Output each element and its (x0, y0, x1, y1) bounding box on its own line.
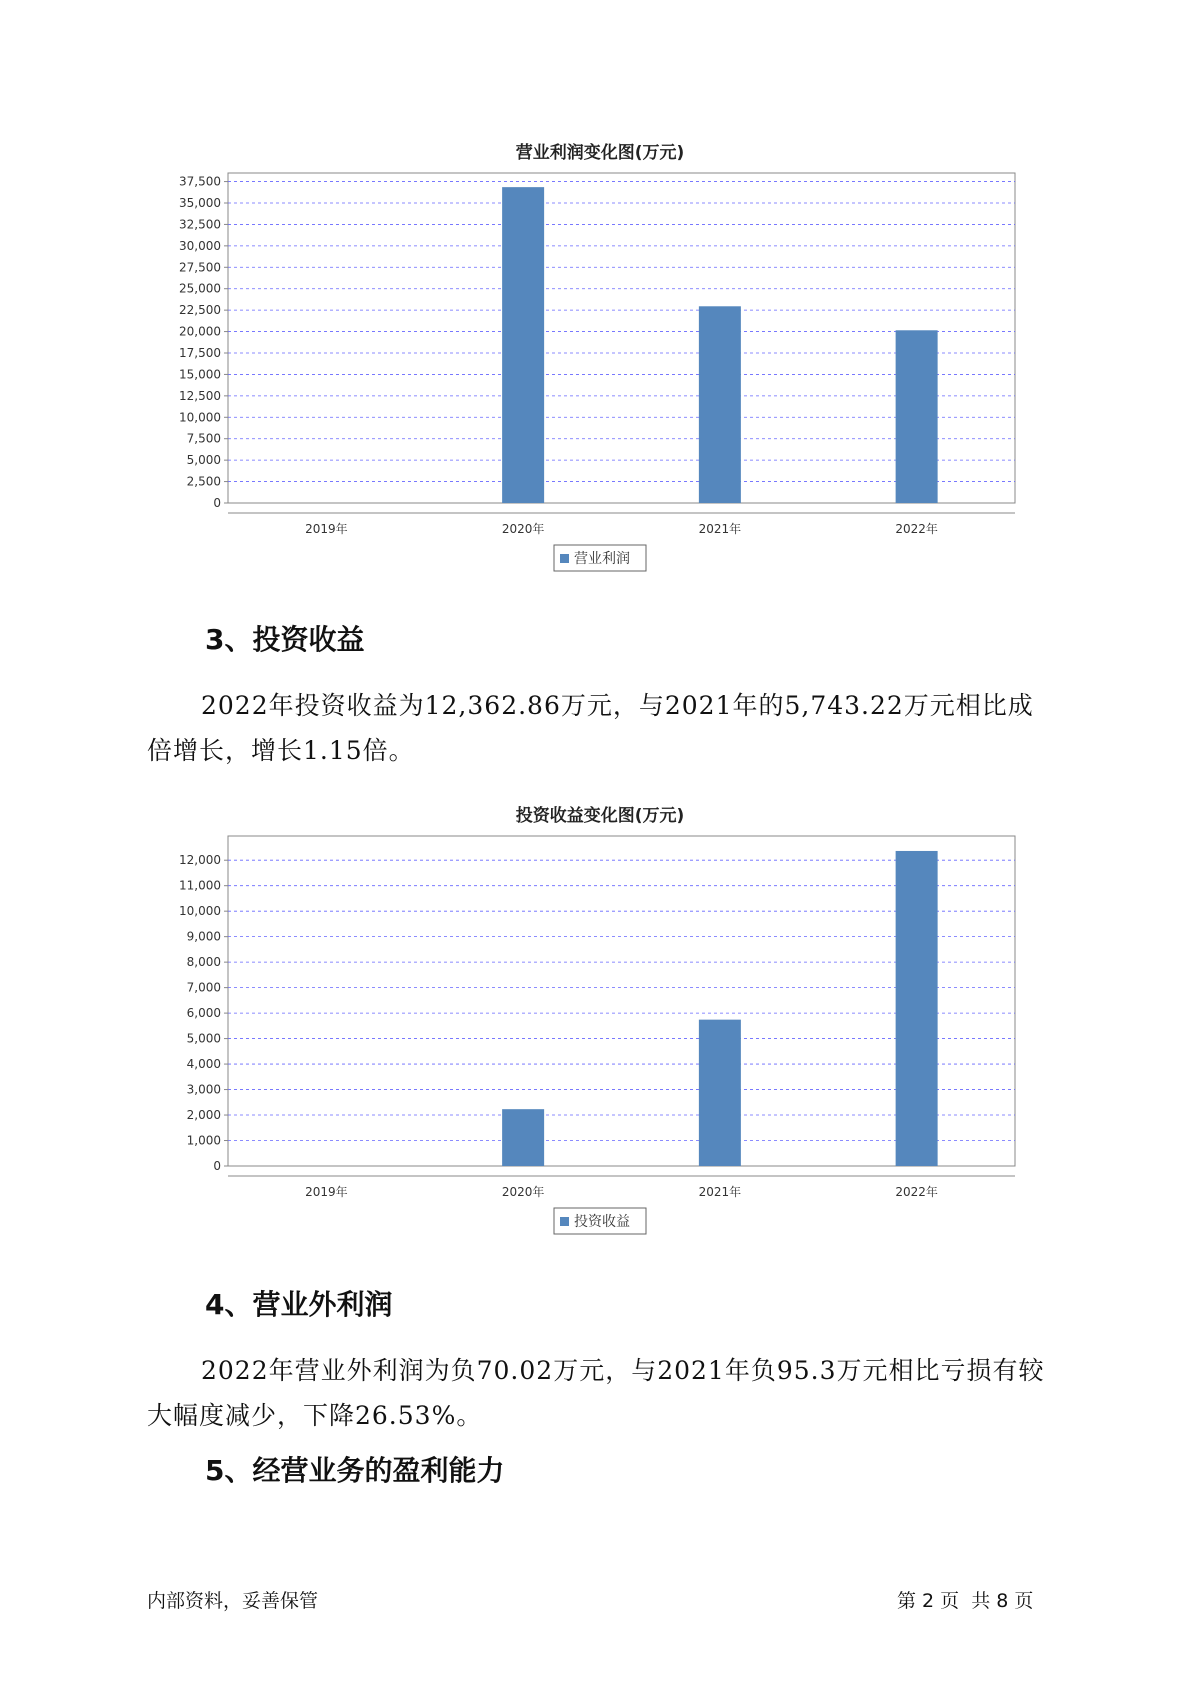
y-tick-label: 11,000 (179, 878, 221, 893)
y-tick-label: 37,500 (179, 174, 221, 189)
legend-label: 投资收益 (574, 1214, 630, 1230)
y-tick-label: 25,000 (179, 281, 221, 296)
y-tick-label: 0 (213, 496, 221, 510)
legend-swatch (560, 554, 569, 563)
section-3-paragraph: 2022年投资收益为12,362.86万元，与2021年的5,743.22万元相比成倍增长，增长1.15倍。 (147, 691, 1034, 765)
y-tick-label: 9,000 (186, 929, 221, 944)
y-tick-label: 3,000 (186, 1082, 221, 1097)
y-tick-label: 20,000 (179, 324, 221, 339)
y-tick-label: 8,000 (186, 955, 221, 970)
legend-label: 营业利润 (574, 551, 630, 567)
y-tick-label: 17,500 (179, 346, 221, 360)
chart-title: 投资收益变化图(万元) (515, 806, 685, 826)
chart-title: 营业利润变化图(万元) (515, 143, 685, 163)
bar (896, 851, 938, 1166)
x-tick-label: 2022年 (895, 1185, 938, 1199)
bar (896, 330, 938, 503)
y-tick-label: 27,500 (179, 260, 221, 275)
y-tick-label: 6,000 (186, 1006, 221, 1021)
y-tick-label: 1,000 (186, 1133, 221, 1148)
y-tick-label: 10,000 (179, 904, 221, 919)
bar (699, 1020, 741, 1166)
y-tick-label: 12,000 (179, 853, 221, 868)
bar (502, 1109, 544, 1166)
investment-income-chart (150, 798, 1050, 1260)
y-tick-label: 2,000 (186, 1108, 221, 1123)
y-tick-label: 5,000 (186, 1031, 221, 1046)
y-tick-label: 7,500 (186, 431, 221, 446)
y-tick-label: 2,500 (186, 474, 221, 489)
x-tick-label: 2022年 (895, 522, 938, 536)
y-tick-label: 4,000 (186, 1057, 221, 1072)
operating-profit-chart-svg (150, 135, 1050, 595)
x-tick-label: 2020年 (501, 1185, 545, 1199)
x-tick-label: 2019年 (305, 522, 348, 536)
section-4-paragraph: 2022年营业外利润为负70.02万元，与2021年负95.3万元相比亏损有较大幅度减少，下降26.53%。 (147, 1356, 1045, 1430)
y-tick-label: 12,500 (179, 388, 221, 403)
x-tick-label: 2020年 (501, 522, 545, 536)
x-tick-label: 2021年 (698, 1185, 742, 1199)
investment-income-chart-svg (150, 798, 1050, 1260)
bar (699, 306, 741, 503)
section-5-heading: 5、经营业务的盈利能力 (205, 1454, 505, 1487)
section-4-heading: 4、营业外利润 (205, 1288, 393, 1321)
operating-profit-chart (150, 135, 1050, 595)
legend-swatch (560, 1217, 569, 1226)
y-tick-label: 22,500 (179, 303, 221, 318)
y-tick-label: 10,000 (179, 410, 221, 425)
x-tick-label: 2019年 (305, 1185, 348, 1199)
footer-page-number: 第 2 页 共 8 页 (897, 1590, 1034, 1612)
bar (502, 187, 544, 503)
footer-confidential-note: 内部资料，妥善保管 (147, 1590, 319, 1612)
x-tick-label: 2021年 (698, 522, 742, 536)
y-tick-label: 7,000 (186, 980, 221, 995)
y-tick-label: 0 (213, 1159, 221, 1173)
y-tick-label: 30,000 (179, 238, 221, 253)
y-tick-label: 5,000 (186, 453, 221, 468)
y-tick-label: 15,000 (179, 367, 221, 382)
y-tick-label: 32,500 (179, 217, 221, 232)
section-3-heading: 3、投资收益 (205, 623, 365, 656)
y-tick-label: 35,000 (179, 196, 221, 210)
